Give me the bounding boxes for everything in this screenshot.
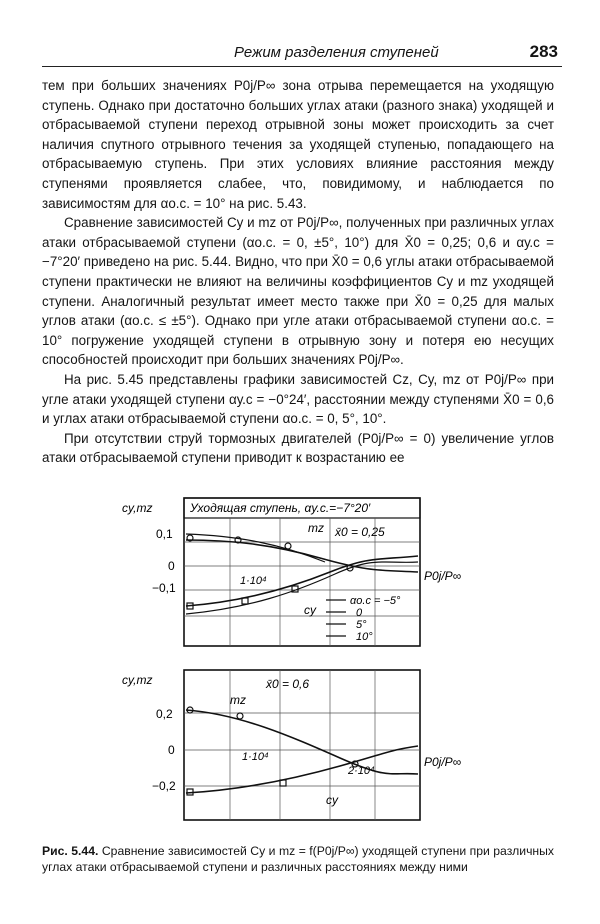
top-mz-curve-2: [186, 534, 325, 562]
legend-5: 5°: [356, 619, 367, 631]
top-tick-0-1: 0,1: [156, 527, 173, 541]
top-px-label: P0j/P∞: [424, 569, 462, 583]
figure-caption: [42, 844, 554, 875]
top-axis-label: cy,mz: [122, 501, 153, 515]
bottom-panel-frame: [184, 670, 420, 820]
bottom-px-label: P0j/P∞: [424, 755, 462, 769]
top-title: Уходящая ступень, αу.с.=−7°20′: [190, 501, 371, 515]
bottom-axis-label: cy,mz: [122, 673, 153, 687]
paragraph-1: тем при больших значениях P0j/P∞ зона отрыва перемещается на уходящую ступень. Однако при достаточно больших углах атаки (разного знака) уходящей и отбрасываемой ступени переход отрывной зоны может происходить за счет наличия спутного отрывного течения за уходящей ступенью, попадающего на отбрасываемую ступень. При этих условиях влияние расстояния между ступенями проявляется слабее, что, повидимому, и наблюдается по зависимостям для αо.с. = 10° на рис. 5.43.: [42, 78, 554, 211]
top-panel-frame: [184, 498, 420, 646]
caption-text: Сравнение зависимостей Cy и mz = f(P0j/P∞) уходящей ступени при различных углах атаки отбрасываемой ступени и различных расстояниях между ними: [42, 844, 555, 874]
top-1e4-label: 1·10⁴: [240, 575, 267, 587]
figure-5-44: [120, 488, 490, 828]
caption-label: Рис. 5.44.: [42, 844, 99, 858]
top-mz-label: mz: [308, 521, 324, 535]
page-header: [42, 40, 562, 67]
top-tick-0: 0: [168, 559, 175, 573]
legend-title: αо.с = −5°: [350, 595, 401, 607]
top-x0-label: x̄0 = 0,25: [335, 525, 385, 539]
bottom-tick-0-2: 0,2: [156, 707, 173, 721]
bottom-tick-neg-0-2: −0,2: [152, 779, 176, 793]
grid-lines: [184, 518, 420, 820]
running-title: Режим разделения ступеней: [234, 44, 439, 61]
bottom-cy-label: cy: [326, 793, 338, 807]
legend-10: 10°: [356, 631, 373, 643]
legend-0: 0: [356, 607, 363, 619]
bottom-x0-label: x̄0 = 0,6: [266, 677, 310, 691]
figure-graph: [120, 488, 490, 828]
page-number: 283: [529, 42, 558, 61]
top-tick-neg-0-1: −0,1: [152, 581, 176, 595]
bottom-mz-label: mz: [230, 693, 246, 707]
legend-lines: [326, 600, 346, 636]
bottom-2e4-label: 2·10⁴: [348, 765, 375, 777]
top-mz-curve: [186, 540, 418, 572]
data-markers: [187, 535, 358, 795]
paragraph-2: Сравнение зависимостей Cy и mz от P0j/P∞, полученных при различных углах атаки отбрасываемой ступени (αо.с. = 0, ±5°, 10°) для X̄0 = 0,25; 0,6 и αу.с = −7°20′ приведено на рис. 5.44. Видно, что при X̄0 = 0,6 углы атаки отбрасываемой ступени практически не влияют на величины коэффициентов Cy и mz уходящей ступени. Аналогичный результат имеет место также при X̄0 = 0,25 для малых углов атаки (αо.с. ≤ ±5°). Однако при угле атаки отбрасываемой ступени αо.с. = 10° погружение уходящей ступени в отрывную зону и потеря ею несущих способностей происходит при больших значениях P0j/P∞.: [42, 215, 554, 368]
paragraph-4: При отсутствии струй тормозных двигателей (P0j/P∞ = 0) увеличение углов атаки отбрасываемой ступени приводит к возрастанию ее: [42, 430, 554, 466]
bottom-tick-0: 0: [168, 743, 175, 757]
bottom-mz-curve: [186, 710, 418, 774]
body-text: [42, 76, 554, 468]
bottom-1e4-label: 1·10⁴: [242, 751, 269, 763]
top-cy-label: cy: [304, 603, 316, 617]
paragraph-3: На рис. 5.45 представлены графики зависимостей Cz, Cy, mz от P0j/P∞ при угле атаки уходящей ступени αу.с = −0°24′, расстоянии между ступенями X̄0 = 0,6 и углах атаки отбрасываемой ступени αо.с. = 0, 5°, 10°.: [42, 371, 554, 427]
